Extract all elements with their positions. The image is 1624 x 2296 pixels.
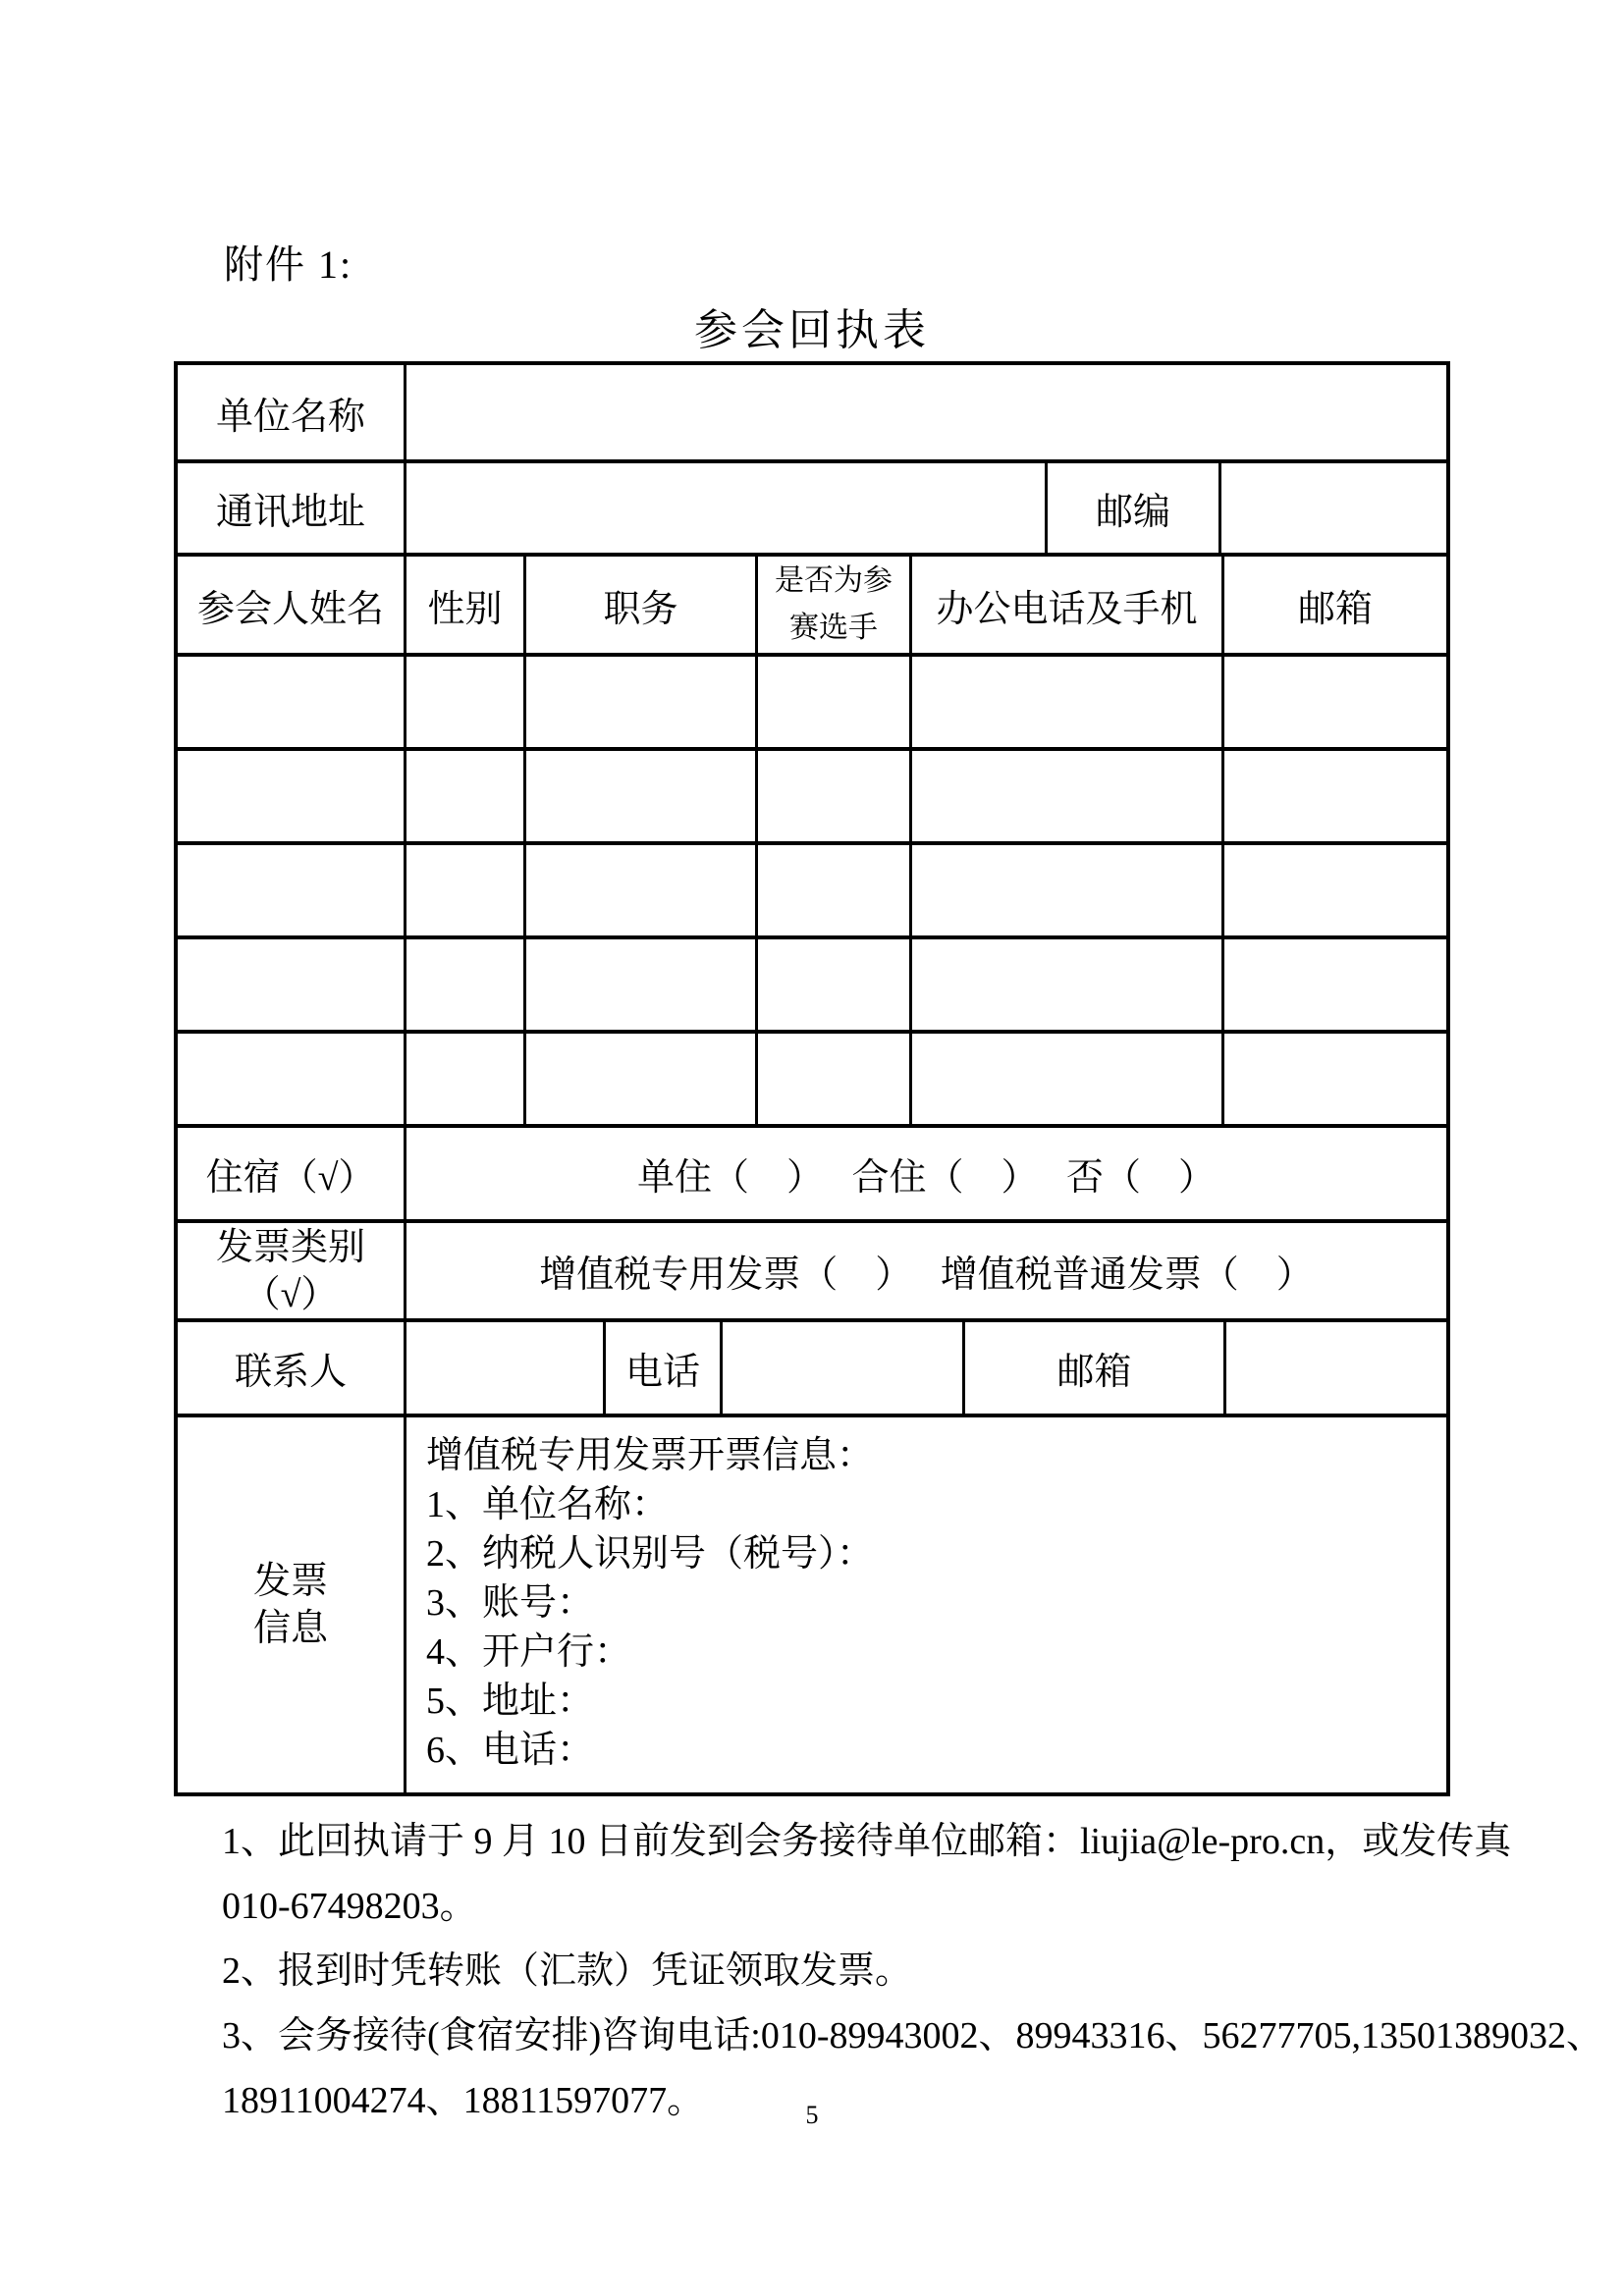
note-line: 010-67498203。 bbox=[222, 1886, 477, 1927]
attendee-cell bbox=[912, 751, 1224, 841]
attendee-cell bbox=[406, 845, 526, 935]
invoice-info-label-line1: 发票 bbox=[252, 1561, 328, 1602]
address-value bbox=[406, 463, 1048, 553]
attendee-cell bbox=[406, 657, 526, 747]
invoice-info-line: 6、电话： bbox=[426, 1730, 595, 1771]
row-invoice-type bbox=[178, 1223, 1446, 1322]
header-contestant-line1: 是否为参 bbox=[775, 564, 893, 597]
attendee-cell bbox=[1224, 845, 1446, 935]
row-invoice-info bbox=[178, 1417, 1446, 1792]
invoice-info-label bbox=[178, 1417, 406, 1792]
reply-form-table bbox=[174, 361, 1450, 1796]
attendee-cell bbox=[758, 939, 912, 1030]
unit-name-value bbox=[406, 365, 1446, 459]
header-position: 职务 bbox=[526, 557, 758, 653]
postal-code-value bbox=[1221, 463, 1446, 553]
contact-label: 联系人 bbox=[178, 1322, 406, 1414]
unit-name-label: 单位名称 bbox=[178, 365, 406, 459]
attendee-cell bbox=[912, 939, 1224, 1030]
attendee-cell bbox=[912, 1034, 1224, 1124]
contact-email-label: 邮箱 bbox=[965, 1322, 1226, 1414]
attachment-label: 附件 1: bbox=[224, 242, 353, 287]
attendee-cell bbox=[912, 845, 1224, 935]
invoice-type-options: 增值税专用发票（ ） 增值税普通发票（ ） bbox=[539, 1255, 1314, 1296]
attendee-cell bbox=[526, 939, 758, 1030]
note-line: 18911004274、18811597077。 bbox=[222, 2080, 705, 2121]
attendee-cell bbox=[758, 751, 912, 841]
note-line: 3、会务接待(食宿安排)咨询电话:010-89943002、89943316、56277705,13501389032、 bbox=[222, 2015, 1604, 2056]
attendee-row-5 bbox=[178, 1034, 1446, 1128]
attendee-cell bbox=[1224, 1034, 1446, 1124]
attendee-cell bbox=[526, 657, 758, 747]
invoice-info-line: 2、纳税人识别号（税号）： bbox=[426, 1533, 875, 1575]
address-label: 通讯地址 bbox=[178, 463, 406, 553]
row-attendee-header bbox=[178, 557, 1446, 657]
form-title: 参会回执表 bbox=[694, 306, 930, 354]
invoice-type-label-line2: （√） bbox=[243, 1273, 339, 1315]
header-attendee-name: 参会人姓名 bbox=[178, 557, 406, 653]
header-gender: 性别 bbox=[406, 557, 526, 653]
postal-code-label: 邮编 bbox=[1048, 463, 1221, 553]
invoice-info-line: 3、账号： bbox=[426, 1582, 595, 1624]
accommodation-label: 住宿（√） bbox=[178, 1128, 406, 1219]
attendee-cell bbox=[1224, 751, 1446, 841]
attendee-cell bbox=[526, 845, 758, 935]
attendee-cell bbox=[912, 657, 1224, 747]
attendee-cell bbox=[526, 751, 758, 841]
invoice-type-label-line1: 发票类别 bbox=[215, 1226, 365, 1268]
header-phone: 办公电话及手机 bbox=[912, 557, 1224, 653]
attendee-row-1 bbox=[178, 657, 1446, 751]
row-address bbox=[178, 463, 1446, 557]
row-unit-name bbox=[178, 365, 1446, 463]
contact-phone-value bbox=[723, 1322, 965, 1414]
attendee-cell bbox=[758, 1034, 912, 1124]
attendee-cell bbox=[758, 657, 912, 747]
contact-phone-label: 电话 bbox=[606, 1322, 723, 1414]
contact-name-value bbox=[406, 1322, 606, 1414]
attendee-cell bbox=[178, 751, 406, 841]
note-line: 1、此回执请于 9 月 10 日前发到会务接待单位邮箱：liujia@le-pro.cn，或发传真 bbox=[222, 1821, 1512, 1862]
invoice-info-line: 增值税专用发票开票信息： bbox=[426, 1435, 875, 1476]
row-contact bbox=[178, 1322, 1446, 1417]
invoice-info-content bbox=[406, 1417, 1446, 1792]
page-number: 5 bbox=[805, 2101, 819, 2129]
invoice-info-label-line2: 信息 bbox=[252, 1608, 328, 1649]
attendee-cell bbox=[526, 1034, 758, 1124]
footnotes bbox=[222, 1809, 1604, 2133]
header-contestant bbox=[758, 557, 912, 653]
row-accommodation bbox=[178, 1128, 1446, 1223]
attendee-cell bbox=[178, 1034, 406, 1124]
invoice-type-label bbox=[178, 1223, 406, 1318]
attendee-cell bbox=[406, 1034, 526, 1124]
note-line: 2、报到时凭转账（汇款）凭证领取发票。 bbox=[222, 1950, 913, 1992]
contact-email-value bbox=[1226, 1322, 1446, 1414]
header-email: 邮箱 bbox=[1297, 588, 1373, 630]
invoice-info-line: 4、开户行： bbox=[426, 1631, 632, 1673]
attendee-row-2 bbox=[178, 751, 1446, 845]
header-contestant-line2: 赛选手 bbox=[789, 612, 878, 644]
invoice-info-line: 5、地址： bbox=[426, 1681, 595, 1722]
attendee-cell bbox=[1224, 657, 1446, 747]
attendee-cell bbox=[1224, 939, 1446, 1030]
attendee-cell bbox=[406, 939, 526, 1030]
attendee-row-4 bbox=[178, 939, 1446, 1034]
attendee-cell bbox=[758, 845, 912, 935]
attendee-cell bbox=[178, 845, 406, 935]
invoice-info-line: 1、单位名称： bbox=[426, 1484, 670, 1525]
attendee-row-3 bbox=[178, 845, 1446, 939]
accommodation-options: 单住（ ） 合住（ ） 否（ ） bbox=[636, 1157, 1216, 1199]
attendee-cell bbox=[406, 751, 526, 841]
attendee-cell bbox=[178, 657, 406, 747]
attendee-cell bbox=[178, 939, 406, 1030]
